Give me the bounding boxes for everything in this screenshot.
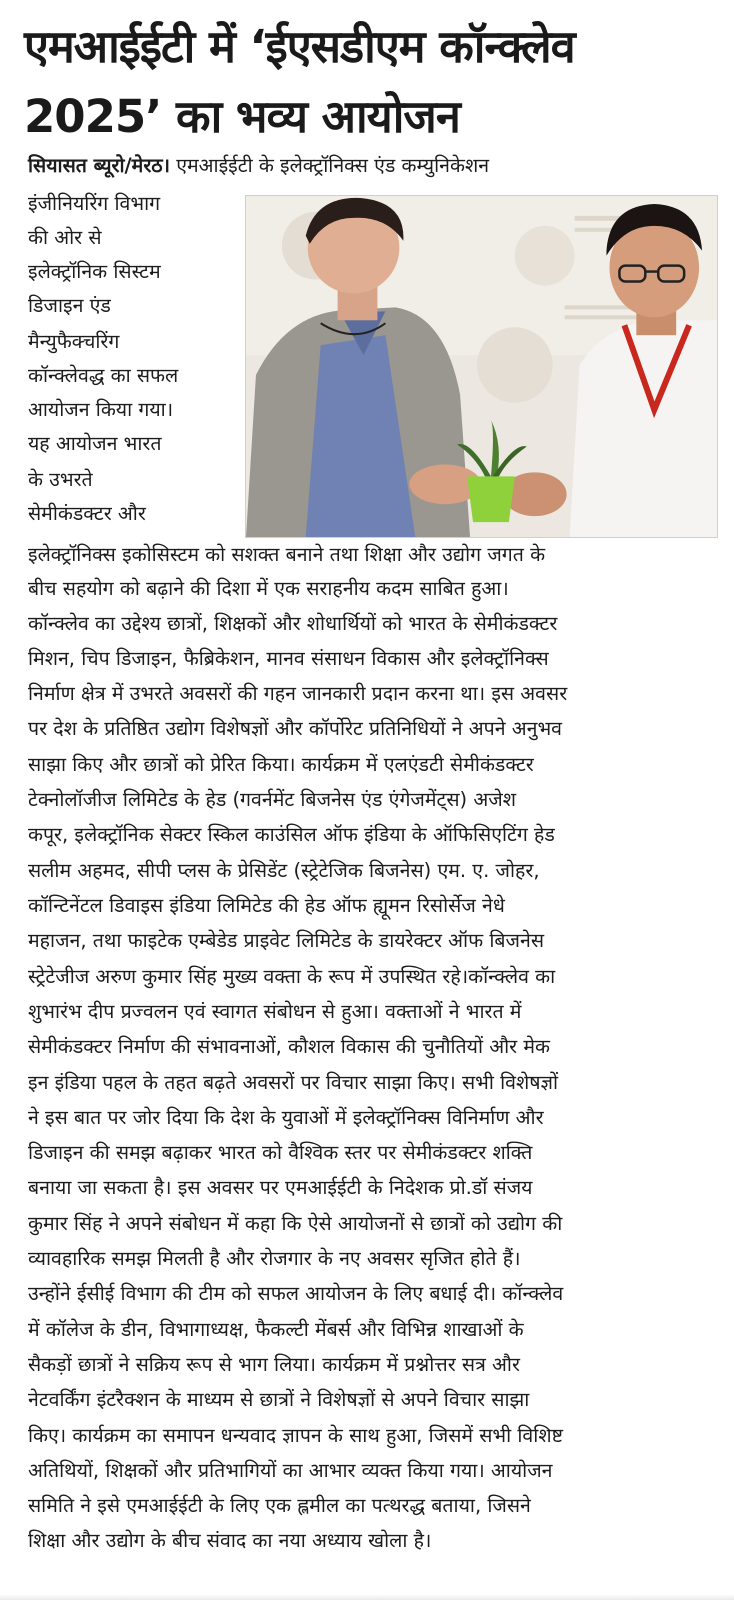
- body-line: व्यावहारिक समझ मिलती है और रोजगार के नए अवसर सृजित होते हैं।: [28, 1247, 521, 1270]
- body-line: शुभारंभ दीप प्रज्वलन एवं स्वागत संबोधन से हुआ। वक्ताओं ने भारत में: [28, 1000, 522, 1023]
- body-line: कपूर, इलेक्ट्रॉनिक सेक्टर स्किल काउंसिल ऑफ इंडिया के ऑफिसिएटिंग हेड: [28, 823, 555, 846]
- body-line: शिक्षा और उद्योग के बीच संवाद का नया अध्याय खोला है।: [28, 1529, 432, 1552]
- narrow-line: कॉन्क्लेवद्ध का सफल: [28, 364, 179, 387]
- body-line: नेटवर्किंग इंटरैक्शन के माध्यम से छात्रों ने विशेषज्ञों से अपने विचार साझा: [28, 1388, 530, 1411]
- body-line: बीच सहयोग को बढ़ाने की दिशा में एक सराहनीय कदम साबित हुआ।: [28, 577, 509, 600]
- body-line: ने इस बात पर जोर दिया कि देश के युवाओं में इलेक्ट्रॉनिक्स विनिर्माण और: [28, 1106, 544, 1129]
- narrow-line: की ओर से: [28, 226, 102, 249]
- narrow-line: इंजीनियरिंग विभाग: [28, 192, 161, 215]
- intro-line: [28, 150, 489, 182]
- body-line: मिशन, चिप डिजाइन, फैब्रिकेशन, मानव संसाधन विकास और इलेक्ट्रॉनिक्स: [28, 647, 549, 670]
- body-line: कॉन्क्लेव का उद्देश्य छात्रों, शिक्षकों और शोधार्थियों को भारत के सेमीकंडक्टर: [28, 612, 558, 635]
- body-line: टेक्नोलॉजीज लिमिटेड के हेड (गवर्नमेंट बिजनेस एंड एंगेजमेंट्स) अजेश: [28, 788, 516, 811]
- body-line: महाजन, तथा फाइटेक एम्बेडेड प्राइवेट लिमिटेड के डायरेक्टर ऑफ बिजनेस: [28, 929, 545, 952]
- narrow-line: डिजाइन एंड: [28, 294, 111, 317]
- body-line: सलीम अहमद, सीपी प्लस के प्रेसिडेंट (स्ट्रेटेजिक बिजनेस) एम. ए. जोहर,: [28, 859, 540, 882]
- narrow-line: सेमीकंडक्टर और: [28, 502, 146, 525]
- body-line: डिजाइन की समझ बढ़ाकर भारत को वैश्विक स्तर पर सेमीकंडक्टर शक्ति: [28, 1141, 533, 1164]
- headline: [24, 12, 724, 152]
- event-photo: [245, 195, 718, 538]
- narrow-line: आयोजन किया गया।: [28, 398, 174, 421]
- body-line: सेमीकंडक्टर निर्माण की संभावनाओं, कौशल विकास की चुनौतियों और मेक: [28, 1035, 550, 1058]
- body-line: सैकड़ों छात्रों ने सक्रिय रूप से भाग लिया। कार्यक्रम में प्रश्नोत्तर सत्र और: [28, 1353, 520, 1376]
- headline-line-1: एमआईईटी में ‘ईएसडीएम कॉन्क्लेव: [24, 20, 575, 73]
- narrow-line: इलेक्ट्रॉनिक सिस्टम: [28, 260, 161, 283]
- body-line: स्ट्रेटेजीज अरुण कुमार सिंह मुख्य वक्ता के रूप में उपस्थित रहे।कॉन्क्लेव का: [28, 965, 556, 988]
- headline-line-2: 2025’ का भव्य आयोजन: [24, 90, 460, 143]
- event-photo-illustration: [246, 196, 717, 537]
- body-line: किए। कार्यक्रम का समापन धन्यवाद ज्ञापन के साथ हुआ, जिसमें सभी विशिष्ट: [28, 1424, 563, 1447]
- intro-lead: एमआईईटी के इलेक्ट्रॉनिक्स एंड कम्युनिकेशन: [176, 154, 490, 177]
- narrow-line: यह आयोजन भारत: [28, 432, 162, 455]
- body-line: कुमार सिंह ने अपने संबोधन में कहा कि ऐसे आयोजनों से छात्रों को उद्योग की: [28, 1212, 563, 1235]
- body-line: पर देश के प्रतिष्ठित उद्योग विशेषज्ञों और कॉर्पोरेट प्रतिनिधियों ने अपने अनुभव: [28, 717, 563, 740]
- body-line: समिति ने इसे एमआईईटी के लिए एक ह्लमील का पत्थरद्ध बताया, जिसने: [28, 1494, 531, 1517]
- body-line: इन इंडिया पहल के तहत बढ़ते अवसरों पर विचार साझा किए। सभी विशेषज्ञों: [28, 1071, 559, 1094]
- body-line: में कॉलेज के डीन, विभागाध्यक्ष, फैकल्टी मेंबर्स और विभिन्न शाखाओं के: [28, 1318, 524, 1341]
- body-line: साझा किए और छात्रों को प्रेरित किया। कार्यक्रम में एलएंडटी सेमीकंडक्टर: [28, 753, 534, 776]
- dateline: सियासत ब्यूरो/मेरठ।: [28, 154, 171, 177]
- narrow-line: मैन्युफैक्चरिंग: [28, 330, 120, 353]
- narrow-line: के उभरते: [28, 468, 93, 491]
- body-line: बनाया जा सकता है। इस अवसर पर एमआईईटी के निदेशक प्रो.डॉ संजय: [28, 1176, 533, 1199]
- body-line: इलेक्ट्रॉनिक्स इकोसिस्टम को सशक्त बनाने तथा शिक्षा और उद्योग जगत के: [28, 543, 546, 566]
- body-line: अतिथियों, शिक्षकों और प्रतिभागियों का आभार व्यक्त किया गया। आयोजन: [28, 1459, 553, 1482]
- body-line: निर्माण क्षेत्र में उभरते अवसरों की गहन जानकारी प्रदान करना था। इस अवसर: [28, 682, 568, 705]
- body-line: कॉन्टिनेंटल डिवाइस इंडिया लिमिटेड की हेड ऑफ ह्यूमन रिसोर्सेज नेधे: [28, 894, 505, 917]
- body-line: उन्होंने ईसीई विभाग की टीम को सफल आयोजन के लिए बधाई दी। कॉन्क्लेव: [28, 1282, 564, 1305]
- page-bottom-edge: [0, 1594, 734, 1600]
